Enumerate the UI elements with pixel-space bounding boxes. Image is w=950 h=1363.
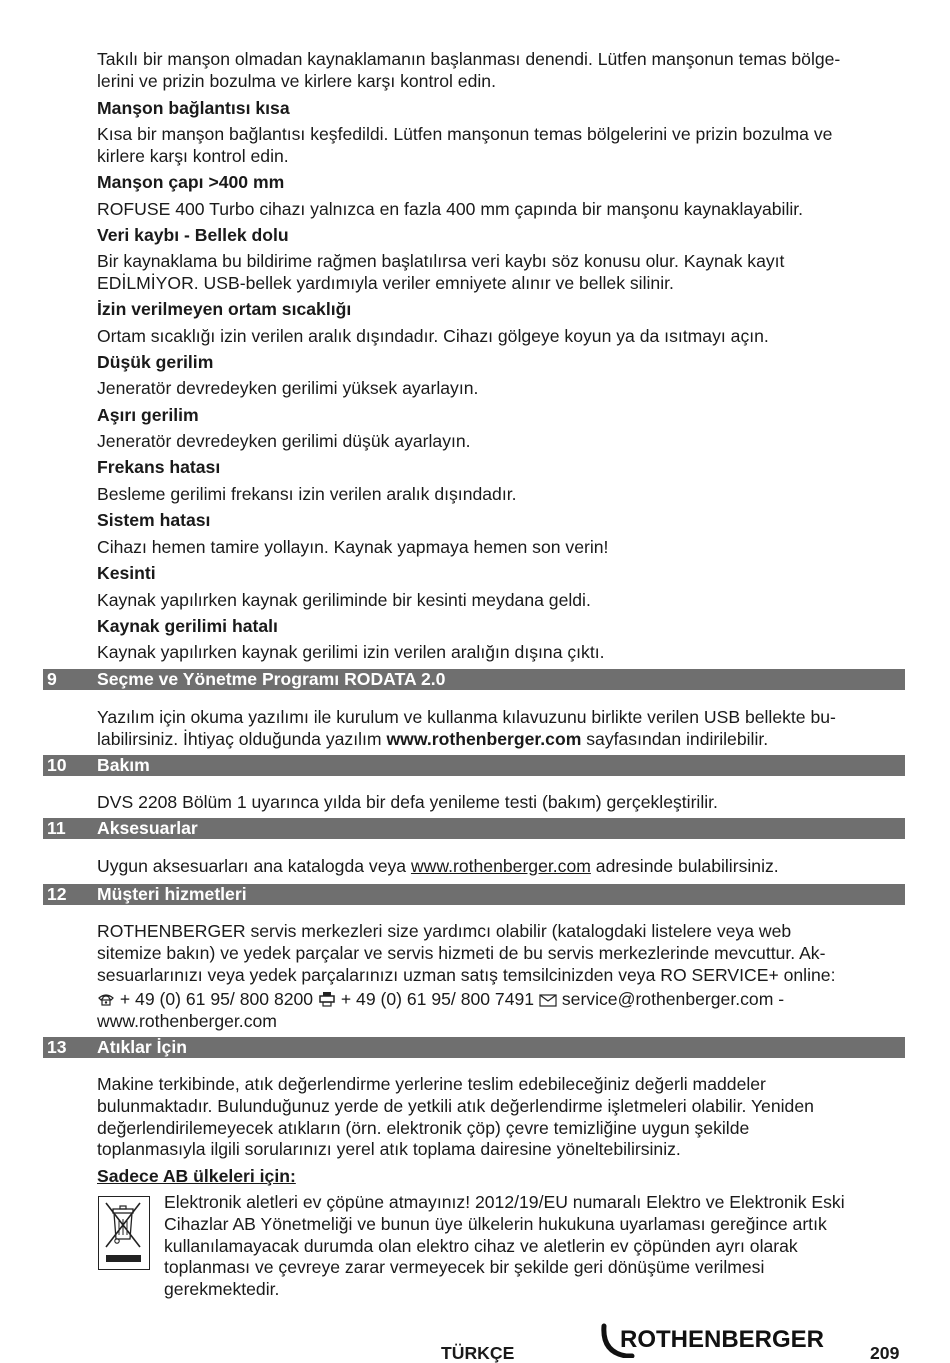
section-9-text-2 (97, 728, 907, 750)
error-title-low-voltage: Düşük gerilim (97, 352, 214, 372)
text-segment: sayfasından indirilebilir. (581, 729, 769, 749)
error-text: Cihazı hemen tamire yollayın. Kaynak yapmaya hemen son verin! (97, 537, 609, 557)
error-title-ambient-temperature: İzin verilmeyen ortam sıcaklığı (97, 299, 352, 319)
section-12-text: sitemize bakın) ve yedek parçalar ve servis hizmeti de bu servis merkezlerinde mevcuttur. Ak- (97, 943, 826, 963)
section-11-text (97, 855, 907, 877)
error-text: Ortam sıcaklığı izin verilen aralık dışındadır. Cihazı gölgeye koyun ya da ısıtmayı açın. (97, 326, 769, 346)
error-text: Jeneratör devredeyken gerilimi düşük ayarlayın. (97, 431, 471, 451)
eu-text: Cihazlar AB Yönetmeliği ve bunun üye ülkelerin hukukuna uyarlaması gereğince artık (164, 1214, 827, 1234)
logo-wordmark: ROTHENBERGER (620, 1326, 825, 1353)
website-link[interactable]: www.rothenberger.com (97, 1011, 277, 1031)
section-12-text: sesuarlarınızı veya yedek parçalarınızı uzman satış temsilcinizden veya RO SERVICE+ online: (97, 965, 836, 985)
section-number: 12 (47, 884, 67, 904)
section-12-text: ROTHENBERGER servis merkezleri size yardımcı olabilir (katalogdaki listelere veya web (97, 921, 792, 941)
error-text: Kısa bir manşon bağlantısı keşfedildi. Lütfen manşonun temas bölgelerini ve prizin bozulma ve (97, 124, 833, 144)
error-title-data-loss: Veri kaybı - Bellek dolu (97, 225, 289, 245)
error-title-interruption: Kesinti (97, 563, 156, 583)
error-text: Jeneratör devredeyken gerilimi yüksek ayarlayın. (97, 378, 479, 398)
section-13-text: bulunmaktadır. Bulunduğunuz yerde de yetkili atık değerlendirme işletmeleri olabilir. Yeniden (97, 1096, 814, 1116)
phone-icon (97, 990, 115, 1012)
error-text: Bir kaynaklama bu bildirime rağmen başlatılırsa veri kaybı söz konusu olur. Kaynak kayıt (97, 251, 785, 271)
section-13-text: toplanmasıyla ilgili sorularınızı yerel atık toplama dairesine yöneltebilirsiniz. (97, 1139, 681, 1159)
error-text: EDİLMİYOR. USB-bellek yardımıyla veriler emniyete alınır ve bellek silinir. (97, 273, 674, 293)
error-title-welding-voltage: Kaynak gerilimi hatalı (97, 616, 278, 636)
phone-number[interactable]: + 49 (0) 61 95/ 800 8200 (119, 989, 314, 1009)
section-9-text: Yazılım için okuma yazılımı ile kurulum ve kullanma kılavuzunu birlikte verilen USB bellekte bu- (97, 707, 836, 727)
error-title-system: Sistem hatası (97, 510, 211, 530)
website-link[interactable]: www.rothenberger.com (386, 729, 582, 749)
section-13-text: değerlendirilemeyecek atıkların (örn. elektronik çöp) çevre temizliğine uygun şekilde (97, 1118, 750, 1138)
error-text: Besleme gerilimi frekansı izin verilen aralık dışındadır. (97, 484, 517, 504)
section-title: Seçme ve Yönetme Programı RODATA 2.0 (97, 669, 446, 689)
intro-line-1: Takılı bir manşon olmadan kaynaklamanın başlanması denendi. Lütfen manşonun temas bölge- (97, 49, 841, 69)
fax-number[interactable]: + 49 (0) 61 95/ 800 7491 (340, 989, 535, 1009)
text-segment: labilirsiniz. İhtiyaç olduğunda yazılım (97, 729, 387, 749)
error-title-overvoltage: Aşırı gerilim (97, 405, 199, 425)
section-13-text: Makine terkibinde, atık değerlendirme yerlerine teslim edebileceğiniz değerli maddeler (97, 1074, 766, 1094)
rothenberger-logo (600, 1322, 850, 1358)
error-text: kirlere karşı kontrol edin. (97, 146, 289, 166)
page-number: 209 (870, 1343, 900, 1363)
email-address[interactable]: service@rothenberger.com - (561, 989, 785, 1009)
eu-text: kullanılamayacak durumda olan elektro cihaz ve aletlerin ev çöpünden ayrı olarak (164, 1236, 798, 1256)
section-header-10 (43, 755, 905, 776)
section-title: Aksesuarlar (97, 818, 198, 838)
section-title: Müşteri hizmetleri (97, 884, 247, 904)
intro-line-2: lerini ve prizin bozulma ve kirlere karşı kontrol edin. (97, 71, 496, 91)
error-title-frequency: Frekans hatası (97, 457, 221, 477)
text-segment: Uygun aksesuarları ana katalogda veya (97, 856, 411, 876)
error-text: Kaynak yapılırken kaynak geriliminde bir kesinti meydana geldi. (97, 590, 591, 610)
section-header-9 (43, 669, 905, 690)
section-number: 10 (47, 755, 67, 775)
contact-line (97, 988, 907, 1012)
section-title: Bakım (97, 755, 150, 775)
mail-icon (539, 990, 557, 1012)
website-link[interactable]: www.rothenberger.com (410, 856, 591, 876)
error-title-sleeve-connection-short: Manşon bağlantısı kısa (97, 98, 290, 118)
text-segment: adresinde bulabilirsiniz. (590, 856, 779, 876)
eu-text: Elektronik aletleri ev çöpüne atmayınız! 2012/19/EU numaralı Elektro ve Elektronik Eski (164, 1192, 845, 1212)
error-title-sleeve-diameter: Manşon çapı >400 mm (97, 172, 285, 192)
section-header-11 (43, 818, 905, 839)
error-text: ROFUSE 400 Turbo cihazı yalnızca en fazla 400 mm çapında bir manşonu kaynaklayabilir. (97, 199, 804, 219)
eu-heading: Sadece AB ülkeleri için: (97, 1166, 296, 1186)
fax-icon (318, 990, 336, 1012)
eu-text: toplanması ve çevreye zarar vermeyecek bir şekilde geri dönüşüme verilmesi (164, 1257, 765, 1277)
weee-bin-icon (98, 1196, 150, 1270)
footer-language: TÜRKÇE (441, 1343, 515, 1363)
section-title: Atıklar İçin (97, 1037, 187, 1057)
section-header-13 (43, 1037, 905, 1058)
section-number: 9 (47, 669, 57, 689)
section-10-text: DVS 2208 Bölüm 1 uyarınca yılda bir defa yenileme testi (bakım) gerçekleştirilir. (97, 792, 718, 812)
section-number: 11 (47, 818, 66, 838)
section-header-12 (43, 884, 905, 905)
section-number: 13 (47, 1037, 67, 1057)
error-text: Kaynak yapılırken kaynak gerilimi izin verilen aralığın dışına çıktı. (97, 642, 605, 662)
eu-text: gerekmektedir. (164, 1279, 280, 1299)
